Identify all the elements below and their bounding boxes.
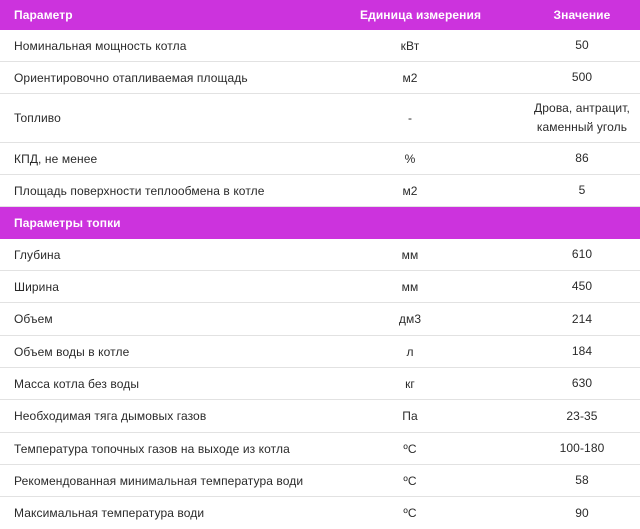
row-value: 5	[578, 183, 586, 197]
row-param: Номинальная мощность котла	[14, 38, 187, 53]
row-unit: ºС	[403, 473, 417, 488]
row-value: 500	[571, 70, 593, 84]
row-value: 23-35	[566, 408, 598, 423]
row-unit: м2	[402, 183, 418, 198]
row-unit: мм	[401, 279, 419, 294]
row-unit: Па	[402, 409, 418, 423]
row-value: 610	[571, 247, 593, 261]
header-unit: Единица измерения	[360, 8, 482, 22]
table-row	[0, 175, 640, 207]
section-title: Параметры топки	[14, 216, 121, 230]
row-param: Необходимая тяга дымовых газов	[14, 409, 207, 423]
row-param: Ширина	[14, 279, 59, 294]
row-value: Дрова, антрацит, каменный уголь	[534, 101, 630, 134]
row-unit: кВт	[400, 38, 420, 53]
row-value: 184	[571, 344, 593, 358]
row-unit: -	[407, 111, 413, 125]
row-param: Максимальная температура води	[14, 506, 205, 520]
table-row	[0, 62, 640, 94]
table-row	[0, 143, 640, 175]
table-row	[0, 94, 640, 143]
row-param: Топливо	[14, 111, 61, 125]
row-unit: %	[404, 151, 416, 166]
row-value: 86	[575, 151, 589, 165]
row-unit: кг	[405, 376, 415, 391]
table-row	[0, 239, 640, 271]
row-param: Площадь поверхности теплообмена в котле	[14, 183, 265, 198]
table-row	[0, 30, 640, 62]
row-param: Глубина	[14, 247, 61, 262]
row-param: Объем воды в котле	[14, 344, 130, 359]
row-value: 50	[575, 38, 589, 52]
row-value: 90	[575, 505, 589, 520]
table-row	[0, 465, 640, 497]
row-value: 214	[571, 311, 593, 326]
row-unit: л	[406, 344, 414, 359]
section-header-furnace	[0, 207, 640, 239]
header-value: Значение	[553, 7, 611, 22]
table-row	[0, 400, 640, 433]
row-unit: м2	[402, 70, 418, 85]
row-unit: дм3	[398, 312, 422, 326]
row-value: 630	[571, 376, 593, 390]
table-row	[0, 271, 640, 303]
table-row	[0, 368, 640, 400]
row-unit: мм	[401, 247, 419, 262]
row-unit: ºС	[403, 441, 417, 456]
row-value: 450	[571, 279, 593, 293]
table-row	[0, 433, 640, 465]
row-param: Масса котла без воды	[14, 376, 140, 391]
row-value: 58	[575, 473, 589, 487]
table-header	[0, 0, 640, 30]
table-row	[0, 303, 640, 336]
row-unit: ºС	[403, 506, 417, 520]
row-param: КПД, не менее	[14, 151, 98, 166]
header-param: Параметр	[14, 8, 73, 22]
table-row	[0, 497, 640, 529]
row-param: Температура топочных газов на выходе из котла	[14, 441, 290, 456]
table-row	[0, 336, 640, 368]
row-value: 100-180	[559, 441, 605, 455]
row-param: Ориентировочно отапливаемая площадь	[14, 70, 248, 85]
row-param: Объем	[14, 312, 53, 326]
row-param: Рекомендованная минимальная температура води	[14, 473, 304, 488]
